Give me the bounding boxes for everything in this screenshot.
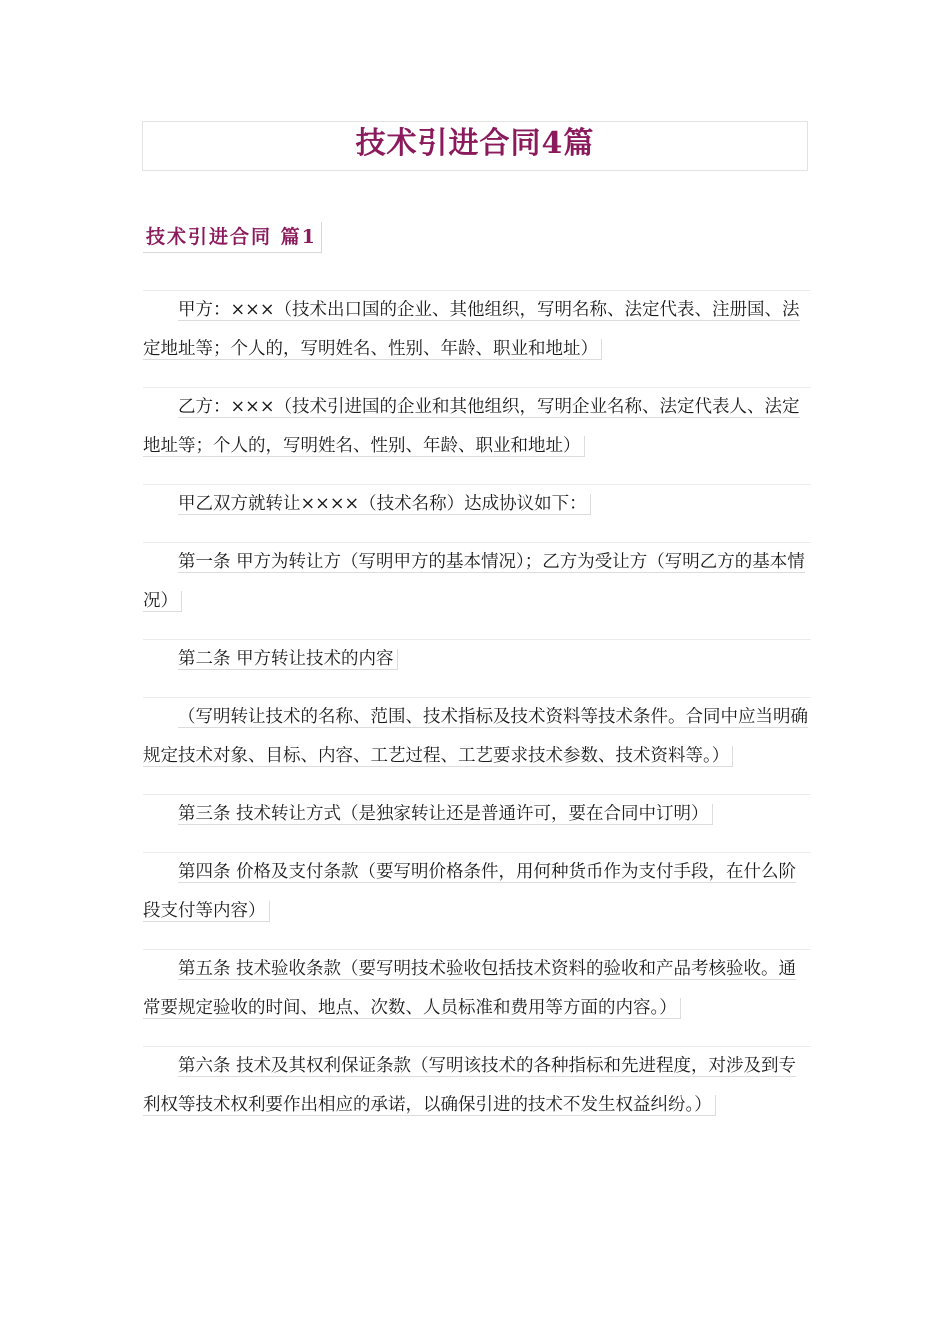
paragraph-text: 甲方：×××（技术出口国的企业、其他组织，写明名称、法定代表、注册国、法定地址等；个人的，写明姓名、性别、年龄、职业和地址） [143, 300, 800, 359]
paragraph-agreement [143, 484, 811, 524]
paragraph-text: 甲乙双方就转让××××（技术名称）达成协议如下： [178, 494, 591, 515]
paragraph-text: 第二条 甲方转让技术的内容 [178, 649, 398, 670]
paragraph-text: 第五条 技术验收条款（要写明技术验收包括技术资料的验收和产品考核验收。通常要规定验收的时间、地点、次数、人员标准和费用等方面的内容。） [143, 959, 797, 1018]
document-title: 技术引进合同4篇 [355, 126, 595, 161]
paragraph-text: 第四条 价格及支付条款（要写明价格条件，用何种货币作为支付手段，在什么阶段支付等内容） [143, 862, 797, 921]
paragraph-text: 第六条 技术及其权利保证条款（写明该技术的各种指标和先进程度，对涉及到专利权等技术权利要作出相应的承诺，以确保引进的技术不发生权益纠纷。） [143, 1056, 797, 1115]
paragraph-article-1 [143, 542, 811, 621]
paragraph-article-3 [143, 794, 811, 834]
paragraph-text: （写明转让技术的名称、范围、技术指标及技术资料等技术条件。合同中应当明确规定技术对象、目标、内容、工艺过程、工艺要求技术参数、技术资料等。） [143, 707, 808, 766]
section-heading: 技术引进合同 篇1 [146, 226, 317, 248]
title-box [142, 121, 808, 171]
paragraph-article-2 [143, 639, 811, 679]
paragraph-text: 乙方：×××（技术引进国的企业和其他组织，写明企业名称、法定代表人、法定地址等；个人的，写明姓名、性别、年龄、职业和地址） [143, 397, 800, 456]
subtitle-box [143, 222, 322, 253]
paragraph-party-b [143, 387, 811, 466]
paragraph-text: 第三条 技术转让方式（是独家转让还是普通许可，要在合同中订明） [178, 804, 713, 825]
paragraph-article-5 [143, 949, 811, 1028]
document-body [143, 290, 811, 1143]
paragraph-article-2-detail [143, 697, 811, 776]
paragraph-article-4 [143, 852, 811, 931]
paragraph-text: 第一条 甲方为转让方（写明甲方的基本情况）；乙方为受让方（写明乙方的基本情况） [143, 552, 805, 611]
paragraph-party-a [143, 290, 811, 369]
paragraph-article-6 [143, 1046, 811, 1125]
